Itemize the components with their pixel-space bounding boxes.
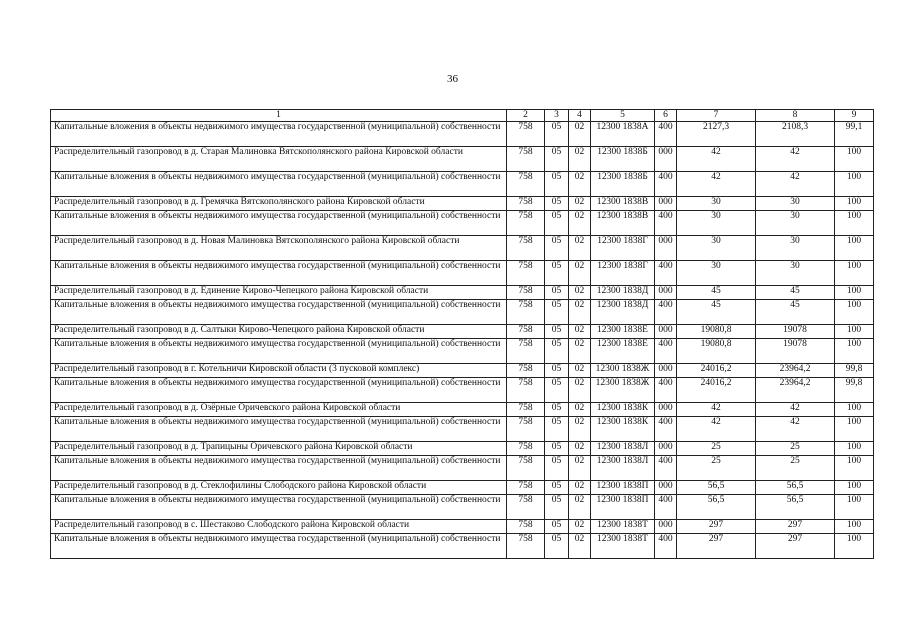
row-expense-type-cell: 000 [655,364,677,378]
row-target-article-cell: 12300 1838Б [591,147,655,172]
row-name-cell: Капитальные вложения в объекты недвижимого имущества государственной (муниципальной) собственности [51,172,507,197]
header-row [51,110,874,122]
row-percent-cell: 100 [835,147,874,172]
table-row [51,261,874,286]
row-expense-type-cell: 000 [655,197,677,211]
row-subsection-cell: 02 [569,534,591,559]
row-code-cell: 758 [507,403,545,417]
header-cell: 7 [677,110,756,122]
row-name-cell: Капитальные вложения в объекты недвижимого имущества государственной (муниципальной) собственности [51,378,507,403]
row-name-cell: Распределительный газопровод в д. Салтыки Кирово-Чепецкого района Кировской области [51,325,507,339]
row-name-cell: Капитальные вложения в объекты недвижимого имущества государственной (муниципальной) собственности [51,122,507,147]
table-row [51,211,874,236]
row-name-cell: Распределительный газопровод в д. Озёрные Оричевского района Кировской области [51,403,507,417]
row-actual-cell: 42 [756,417,835,442]
row-target-article-cell: 12300 1838В [591,197,655,211]
row-subsection-cell: 02 [569,147,591,172]
table-row [51,534,874,559]
row-plan-cell: 297 [677,534,756,559]
row-plan-cell: 297 [677,520,756,534]
table-row [51,442,874,456]
row-target-article-cell: 12300 1838П [591,495,655,520]
row-name-cell: Капитальные вложения в объекты недвижимого имущества государственной (муниципальной) собственности [51,495,507,520]
row-percent-cell: 100 [835,197,874,211]
row-percent-cell: 100 [835,403,874,417]
table-row [51,481,874,495]
row-name-cell: Капитальные вложения в объекты недвижимого имущества государственной (муниципальной) собственности [51,300,507,325]
row-code-cell: 758 [507,378,545,403]
row-expense-type-cell: 400 [655,495,677,520]
row-expense-type-cell: 400 [655,122,677,147]
row-target-article-cell: 12300 1838Е [591,325,655,339]
row-subsection-cell: 02 [569,197,591,211]
table-row [51,339,874,364]
row-code-cell: 758 [507,456,545,481]
row-name-cell: Распределительный газопровод в с. Шестаково Слободского района Кировской области [51,520,507,534]
row-section-cell: 05 [545,481,569,495]
row-target-article-cell: 12300 1838Ж [591,364,655,378]
row-plan-cell: 42 [677,417,756,442]
row-expense-type-cell: 000 [655,442,677,456]
row-code-cell: 758 [507,417,545,442]
row-section-cell: 05 [545,364,569,378]
row-plan-cell: 30 [677,197,756,211]
row-name-cell: Капитальные вложения в объекты недвижимого имущества государственной (муниципальной) собственности [51,261,507,286]
row-actual-cell: 23964,2 [756,378,835,403]
row-actual-cell: 297 [756,534,835,559]
row-code-cell: 758 [507,236,545,261]
row-percent-cell: 100 [835,481,874,495]
row-section-cell: 05 [545,300,569,325]
row-name-cell: Капитальные вложения в объекты недвижимого имущества государственной (муниципальной) собственности [51,417,507,442]
row-subsection-cell: 02 [569,339,591,364]
row-subsection-cell: 02 [569,378,591,403]
row-section-cell: 05 [545,122,569,147]
row-percent-cell: 99,1 [835,122,874,147]
row-name-cell: Распределительный газопровод в д. Гремячка Вятскополянского района Кировской области [51,197,507,211]
header-cell: 9 [835,110,874,122]
header-cell: 2 [507,110,545,122]
row-plan-cell: 56,5 [677,481,756,495]
row-subsection-cell: 02 [569,236,591,261]
row-actual-cell: 23964,2 [756,364,835,378]
row-target-article-cell: 12300 1838Е [591,339,655,364]
row-name-cell: Распределительный газопровод в д. Единение Кирово-Чепецкого района Кировской области [51,286,507,300]
row-plan-cell: 42 [677,403,756,417]
row-plan-cell: 30 [677,211,756,236]
table-row [51,300,874,325]
row-name-cell: Распределительный газопровод в г. Котельничи Кировской области (3 пусковой комплекс) [51,364,507,378]
row-plan-cell: 45 [677,286,756,300]
row-expense-type-cell: 000 [655,403,677,417]
row-actual-cell: 297 [756,520,835,534]
row-expense-type-cell: 000 [655,325,677,339]
row-section-cell: 05 [545,325,569,339]
row-target-article-cell: 12300 1838Б [591,172,655,197]
table-row [51,286,874,300]
table-row [51,197,874,211]
row-percent-cell: 100 [835,286,874,300]
row-plan-cell: 30 [677,261,756,286]
row-actual-cell: 45 [756,286,835,300]
row-actual-cell: 45 [756,300,835,325]
row-section-cell: 05 [545,339,569,364]
row-code-cell: 758 [507,300,545,325]
row-percent-cell: 100 [835,300,874,325]
row-code-cell: 758 [507,197,545,211]
row-percent-cell: 100 [835,339,874,364]
table-body [51,122,874,559]
header-cell: 3 [545,110,569,122]
row-target-article-cell: 12300 1838Л [591,456,655,481]
row-subsection-cell: 02 [569,286,591,300]
row-expense-type-cell: 400 [655,300,677,325]
row-section-cell: 05 [545,378,569,403]
row-percent-cell: 100 [835,442,874,456]
table-row [51,172,874,197]
row-section-cell: 05 [545,442,569,456]
row-target-article-cell: 12300 1838Т [591,534,655,559]
row-expense-type-cell: 400 [655,417,677,442]
row-actual-cell: 19078 [756,339,835,364]
row-plan-cell: 42 [677,147,756,172]
row-section-cell: 05 [545,534,569,559]
row-subsection-cell: 02 [569,417,591,442]
table-row [51,236,874,261]
row-expense-type-cell: 400 [655,172,677,197]
row-section-cell: 05 [545,197,569,211]
header-cell: 1 [51,110,507,122]
budget-table [50,109,874,559]
row-target-article-cell: 12300 1838Д [591,300,655,325]
row-section-cell: 05 [545,495,569,520]
row-section-cell: 05 [545,211,569,236]
header-cell: 8 [756,110,835,122]
row-percent-cell: 100 [835,495,874,520]
row-plan-cell: 24016,2 [677,378,756,403]
table-row [51,417,874,442]
row-percent-cell: 99,8 [835,378,874,403]
row-subsection-cell: 02 [569,300,591,325]
row-target-article-cell: 12300 1838Д [591,286,655,300]
row-plan-cell: 19080,8 [677,325,756,339]
row-section-cell: 05 [545,417,569,442]
row-actual-cell: 19078 [756,325,835,339]
row-actual-cell: 25 [756,442,835,456]
row-target-article-cell: 12300 1838В [591,211,655,236]
row-name-cell: Распределительный газопровод в д. Старая Малиновка Вятскополянского района Кировской области [51,147,507,172]
row-plan-cell: 25 [677,456,756,481]
row-code-cell: 758 [507,495,545,520]
row-name-cell: Капитальные вложения в объекты недвижимого имущества государственной (муниципальной) собственности [51,211,507,236]
row-actual-cell: 42 [756,172,835,197]
row-name-cell: Распределительный газопровод в д. Новая Малиновка Вятскополянского района Кировской области [51,236,507,261]
row-subsection-cell: 02 [569,520,591,534]
table-row [51,378,874,403]
table-row [51,495,874,520]
row-actual-cell: 56,5 [756,481,835,495]
row-plan-cell: 24016,2 [677,364,756,378]
row-subsection-cell: 02 [569,261,591,286]
row-name-cell: Распределительный газопровод в д. Трапицыны Оричевского района Кировской области [51,442,507,456]
row-code-cell: 758 [507,147,545,172]
row-subsection-cell: 02 [569,495,591,520]
row-code-cell: 758 [507,172,545,197]
row-percent-cell: 100 [835,236,874,261]
row-actual-cell: 56,5 [756,495,835,520]
row-target-article-cell: 12300 1838Л [591,442,655,456]
row-subsection-cell: 02 [569,364,591,378]
row-code-cell: 758 [507,534,545,559]
row-code-cell: 758 [507,325,545,339]
row-expense-type-cell: 400 [655,211,677,236]
row-expense-type-cell: 400 [655,261,677,286]
row-name-cell: Капитальные вложения в объекты недвижимого имущества государственной (муниципальной) собственности [51,534,507,559]
header-cell: 6 [655,110,677,122]
row-code-cell: 758 [507,122,545,147]
row-percent-cell: 100 [835,211,874,236]
row-actual-cell: 2108,3 [756,122,835,147]
table-row [51,520,874,534]
row-plan-cell: 25 [677,442,756,456]
row-name-cell: Капитальные вложения в объекты недвижимого имущества государственной (муниципальной) собственности [51,339,507,364]
row-percent-cell: 99,8 [835,364,874,378]
row-expense-type-cell: 000 [655,236,677,261]
row-expense-type-cell: 000 [655,520,677,534]
row-target-article-cell: 12300 1838П [591,481,655,495]
row-target-article-cell: 12300 1838Г [591,236,655,261]
row-name-cell: Распределительный газопровод в д. Стеклофилины Слободского района Кировской области [51,481,507,495]
row-percent-cell: 100 [835,520,874,534]
row-code-cell: 758 [507,211,545,236]
row-expense-type-cell: 400 [655,456,677,481]
row-actual-cell: 30 [756,211,835,236]
table-row [51,403,874,417]
header-cell: 4 [569,110,591,122]
row-subsection-cell: 02 [569,122,591,147]
table-row [51,122,874,147]
row-actual-cell: 30 [756,197,835,211]
row-expense-type-cell: 400 [655,378,677,403]
row-code-cell: 758 [507,339,545,364]
row-section-cell: 05 [545,261,569,286]
row-subsection-cell: 02 [569,325,591,339]
row-actual-cell: 30 [756,236,835,261]
row-code-cell: 758 [507,481,545,495]
row-target-article-cell: 12300 1838К [591,417,655,442]
table-row [51,364,874,378]
table-row [51,147,874,172]
row-expense-type-cell: 400 [655,534,677,559]
table-row [51,325,874,339]
row-percent-cell: 100 [835,456,874,481]
row-percent-cell: 100 [835,325,874,339]
row-section-cell: 05 [545,286,569,300]
row-subsection-cell: 02 [569,456,591,481]
row-plan-cell: 30 [677,236,756,261]
row-actual-cell: 42 [756,147,835,172]
row-code-cell: 758 [507,520,545,534]
row-section-cell: 05 [545,403,569,417]
row-subsection-cell: 02 [569,172,591,197]
table-row [51,456,874,481]
row-plan-cell: 56,5 [677,495,756,520]
row-actual-cell: 25 [756,456,835,481]
row-target-article-cell: 12300 1838А [591,122,655,147]
row-subsection-cell: 02 [569,481,591,495]
row-section-cell: 05 [545,236,569,261]
row-subsection-cell: 02 [569,403,591,417]
row-percent-cell: 100 [835,534,874,559]
row-percent-cell: 100 [835,417,874,442]
row-expense-type-cell: 000 [655,481,677,495]
row-actual-cell: 30 [756,261,835,286]
row-percent-cell: 100 [835,172,874,197]
row-plan-cell: 45 [677,300,756,325]
row-section-cell: 05 [545,520,569,534]
header-cell: 5 [591,110,655,122]
row-code-cell: 758 [507,261,545,286]
row-expense-type-cell: 400 [655,339,677,364]
row-target-article-cell: 12300 1838Т [591,520,655,534]
page-number: 36 [447,73,458,85]
row-percent-cell: 100 [835,261,874,286]
row-name-cell: Капитальные вложения в объекты недвижимого имущества государственной (муниципальной) собственности [51,456,507,481]
row-section-cell: 05 [545,456,569,481]
row-code-cell: 758 [507,442,545,456]
row-target-article-cell: 12300 1838Ж [591,378,655,403]
row-plan-cell: 19080,8 [677,339,756,364]
row-expense-type-cell: 000 [655,286,677,300]
row-actual-cell: 42 [756,403,835,417]
row-plan-cell: 2127,3 [677,122,756,147]
row-plan-cell: 42 [677,172,756,197]
row-code-cell: 758 [507,364,545,378]
row-target-article-cell: 12300 1838Г [591,261,655,286]
row-code-cell: 758 [507,286,545,300]
row-section-cell: 05 [545,172,569,197]
row-subsection-cell: 02 [569,211,591,236]
row-target-article-cell: 12300 1838К [591,403,655,417]
row-section-cell: 05 [545,147,569,172]
row-expense-type-cell: 000 [655,147,677,172]
row-subsection-cell: 02 [569,442,591,456]
